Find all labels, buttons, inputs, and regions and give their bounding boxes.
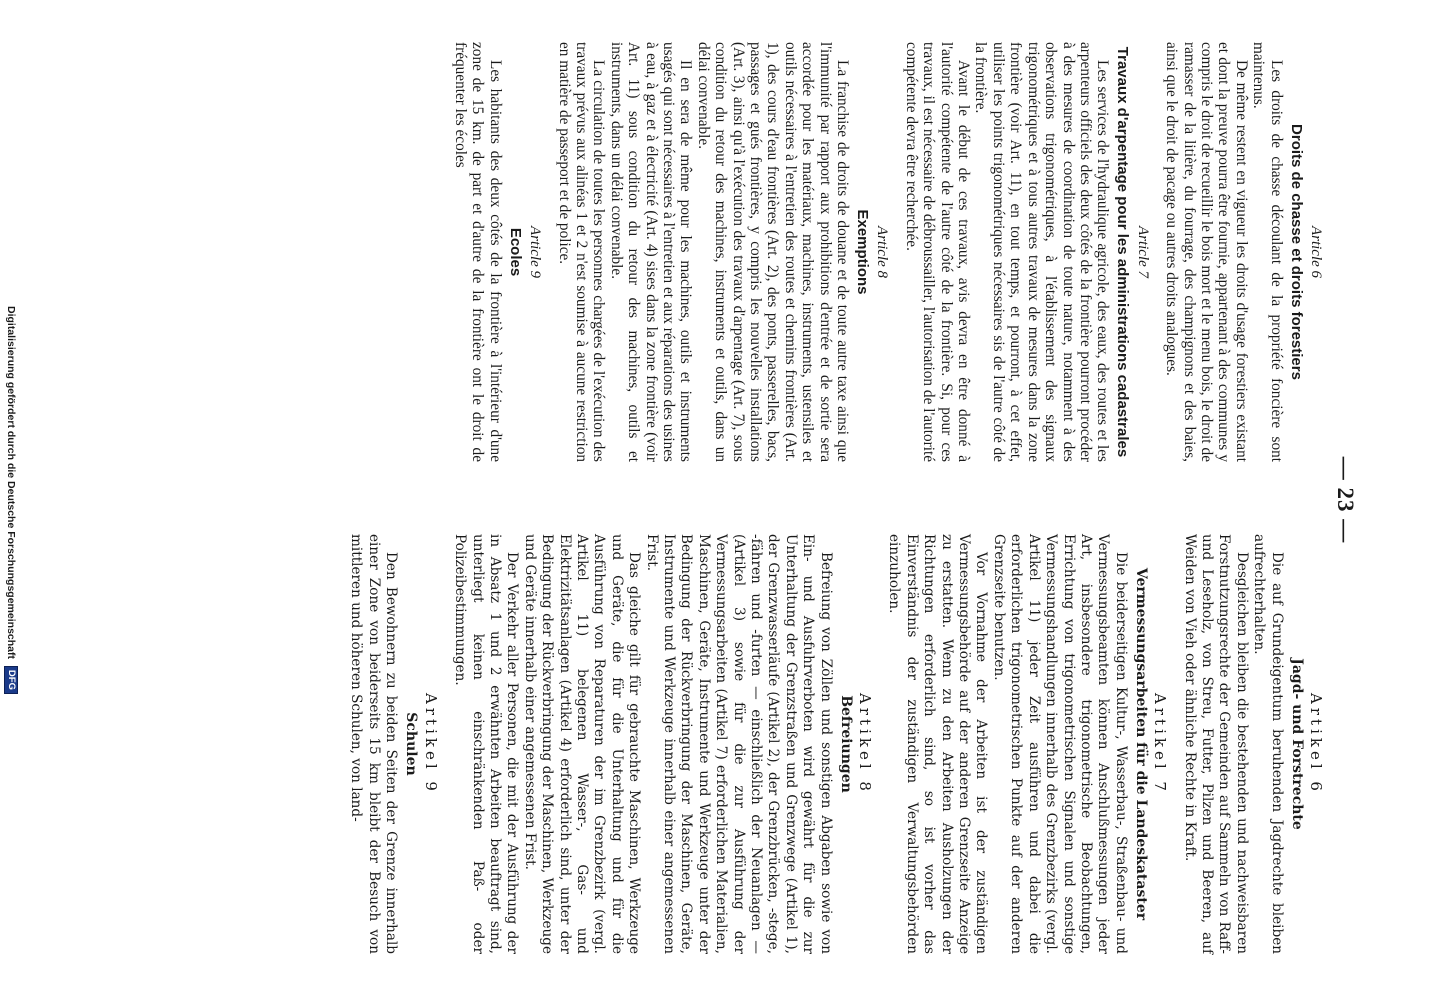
article-title: Ecoles	[506, 227, 524, 277]
article-number: Article 9	[527, 225, 544, 279]
paragraph: Vor Vornahme der Arbeiten ist der zuständigen Vermessungsbehörde auf der anderen Grenzseite Anzeige zu erstatten. Wenn zu den Arbeiten Ausholzungen der Richtungen erforderlich sind, so ist vorher das Einverständnis der zuständigen Verwaltungsbehörden einzuholen.	[886, 534, 990, 954]
paragraph: Les services de l'hydraulique agricole, des eaux, des routes et les arpenteurs officiels des deux côtés de la frontière pourront procéder à des mesures de coordination de toute nature, notamment à des observations trigonométriques, à l'établissement des signaux trigonométriques et à tous autres travaux de mesures dans la zone frontière (voir Art. 11), en tout temps, et pourront, à cet effet, utiliser les points trigonométriques nécessaires sis de l'autre côté de la frontière.	[972, 42, 1112, 462]
article-number: Article 8	[874, 225, 891, 279]
french-article-8	[555, 42, 890, 462]
paragraph: Das gleiche gilt für gebrauchte Maschinen, Werkzeuge und Geräte, die für die Unterhaltung und für die Ausführung von Reparaturen der im Grenzbezirk (vergl. Artikel 11) belegenen Wasser-, Gas- und Elektrizitätsanlagen (Artikel 4) erforderlich sind, unter der Bedingung der Rückverbringung der Maschinen, Werkzeuge und Geräte innerhalb einer angemessenen Frist.	[521, 534, 643, 954]
article-number: Artikel 6	[1307, 693, 1325, 795]
paragraph: Der Verkehr aller Personen, die mit der Ausführung der in Absatz 1 und 2 erwähnten Arbeiten beauftragt sind, unterliegt keinen einschränkenden Paß- oder Polizeibestimmungen.	[452, 534, 521, 954]
french-column	[440, 42, 1324, 462]
article-title: Travaux d'arpentage pour les administrations cadastrales	[1114, 46, 1132, 458]
paragraph: Die beiderseitigen Kultur-, Wasserbau-, Straßenbau- und Vermessungsbeamten können Anschlußmessungen jeder Art, insbesondere trigonometrische Beobachtungen, Errichtung von trigonometrischen Signalen und sonstige Vermessungshandlungen innerhalb des Grenzbezirks (vergl. Artikel 11) jeder Zeit ausführen und dabei die erforderlichen trigonometrischen Punkte auf der anderen Grenzseite benutzen.	[990, 534, 1129, 954]
article-number: Article 7	[1134, 225, 1151, 279]
paragraph: Befreiung von Zöllen und sonstigen Abgaben sowie von Ein- und Ausfuhrverboten wird gewährt für die zur Unterhaltung der Grenzstraßen und Grenzwege (Artikel 1), der Grenzwasserläufe (Artikel 2), der Grenzbrücken, -stege, -fähren und -furten — einschließlich der Neuanlagen — (Artikel 3) sowie für die zur Ausführung der Vermessungsarbeiten (Artikel 7) erforderlichen Materialien, Maschinen, Geräte, Instrumente und Werkzeuge unter der Bedingung der Rückverbringung der Maschinen, Geräte, Instrumente und Werkzeuge innerhalb einer angemessenen Frist.	[643, 534, 834, 954]
paragraph: La circulation de toutes les personnes chargées de l'exécution des travaux prévus aux alinéas 1 et 2 n'est soumise à aucune restriction en matière de passeport et de police.	[555, 42, 608, 462]
article-title: Vermessungsarbeiten für die Landeskataster	[1132, 567, 1149, 921]
article-number: Artikel 8	[856, 693, 875, 795]
page-number: — 23 —	[1333, 456, 1358, 544]
german-article-6	[1180, 534, 1324, 954]
article-number: Artikel 9	[421, 693, 440, 795]
article-title: Schulen	[403, 712, 420, 776]
paragraph: La franchise de droits de douane et de toute autre taxe ainsi que l'immunité par rapport aux prohibitions d'entrée et de sortie sera accordée pour les matériaux, machines, instruments, ustensiles et outils nécessaires à l'entretien des routes et chemins frontières (Art. 1), des cours d'eau frontières (Art. 2), des ponts, passerelles, bacs, passages et gués frontières, y compris les nouvelles installations (Art. 3), ainsi qu'à l'exécution des travaux d'arpentage (Art. 7), sous condition du retour des machines, instruments et outils, dans un délai convenable.	[694, 42, 852, 462]
paragraph: Desgleichen bleiben die bestehenden und nachweisbaren Forstnutzungsrechte der Gemeinden auf Sammeln von Raff- und Leseholz, von Streu, Futter, Pilzen und Beeren, auf Weiden von Vieh oder ähnliche Rechte in Kraft.	[1181, 534, 1250, 954]
german-column	[335, 534, 1324, 954]
dfg-logo[interactable]: DFG	[4, 666, 18, 694]
article-title: Droits de chasse et droits forestiers	[1287, 124, 1305, 380]
french-article-9	[452, 42, 544, 462]
article-number: Artikel 7	[1151, 693, 1170, 795]
paragraph: Den Bewohnern zu beiden Seiten der Grenze innerhalb einer Zone von beiderseits 15 km bleibt der Besuch von mittleren und höheren Schulen, von land-	[348, 534, 400, 954]
credit-text: Digitalisierung gefördert durch die Deutsche Forschungsgemeinschaft	[5, 306, 18, 659]
paragraph: Il en sera de même pour les machines, outils et instruments usagés qui sont nécessaires à l'entretien et aux réparations des usines à eau, à gaz et à électricité (Art. 4) sises dans la zone frontière (voir Art. 11) sous condition du retour des machines, outils et instruments, dans un délai convenable.	[607, 42, 695, 462]
paragraph: Avant le début de ces travaux, avis devra en être donné à l'autorité compétente de l'autre côté de la frontière. Si, pour ces travaux, il est nécessaire de débroussailler, l'autorisation de l'autorité compétente devra être recherchée.	[902, 42, 973, 462]
digitization-credit	[4, 0, 18, 1000]
french-article-6	[1163, 42, 1324, 462]
german-article-7	[885, 534, 1168, 954]
french-article-7	[902, 42, 1150, 462]
german-article-8	[451, 534, 873, 954]
paragraph: Les droits de chasse découlant de la propriété foncière sont maintenus.	[1250, 42, 1285, 462]
article-title: Befreiungen	[837, 695, 854, 793]
german-article-9	[347, 534, 439, 954]
paragraph: De même restent en vigueur les droits d'usage forestiers existant et dont la preuve pourra être fournie, appartenant à des communes y compris le droit de recueillir le bois mort et le menu bois, le droit de ramasser de la litière, du fourrage, des champignons et des baies, ainsi que le droit de pacage ou autres droits analogues.	[1163, 42, 1250, 462]
article-number: Article 6	[1308, 225, 1324, 279]
article-title: Jagd- und Forstrechte	[1288, 658, 1305, 830]
article-title: Exemptions	[854, 209, 872, 295]
paragraph: Die auf Grundeigentum beruhenden Jagdrechte bleiben aufrechterhalten.	[1251, 534, 1285, 954]
paragraph: Les habitants des deux côtés de la frontière à l'intérieur d'une zone de 15 km. de part et d'autre de la frontière ont le droit de fréquenter les écoles	[451, 42, 504, 462]
